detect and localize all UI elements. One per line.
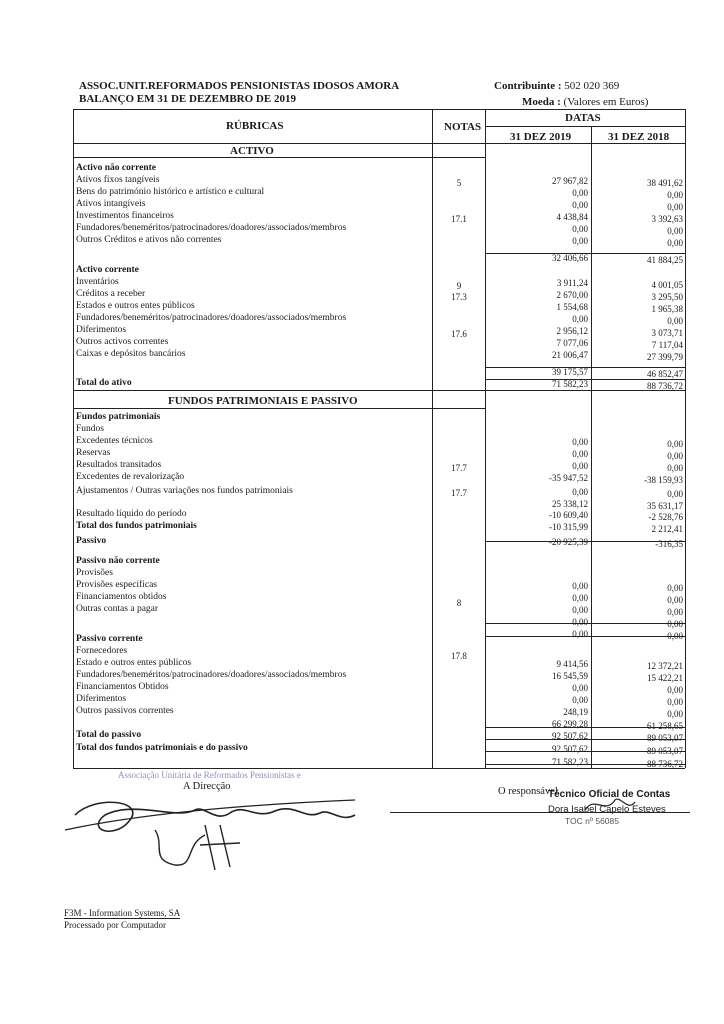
value-2019: 0,00 — [572, 605, 588, 615]
value-2019: 27 967,82 — [552, 176, 588, 186]
value-2018: -2 528,76 — [648, 512, 683, 522]
value-2018: 41 884,25 — [647, 255, 683, 265]
value-2018: 89 053,07 — [647, 733, 683, 743]
toc-signature — [580, 790, 640, 820]
row-label: Total do passivo — [76, 730, 142, 740]
row-label: Ajustamentos / Outras variações nos fundos patrimoniais — [76, 486, 293, 496]
value-2018: 3 295,50 — [651, 292, 683, 302]
row-label: Total dos fundos patrimoniais e do passivo — [76, 743, 248, 753]
datas-header: DATAS — [565, 112, 601, 124]
direccao-label: A Direcção — [183, 781, 231, 792]
row-label: Fundadores/beneméritos/patrocinadores/doadores/associados/membros — [76, 670, 347, 680]
direccao-signature — [55, 775, 365, 875]
value-2018: -38 159,93 — [644, 475, 683, 485]
value-2018: 2 212,41 — [651, 524, 683, 534]
row-label: Outros Créditos e ativos não correntes — [76, 235, 222, 245]
row-label: Resultados transitados — [76, 460, 162, 470]
table-right-border — [685, 109, 686, 768]
value-2018: 61 258,65 — [647, 721, 683, 731]
fundos-divider — [73, 408, 485, 409]
row-label: Ativos intangíveis — [76, 199, 146, 209]
value-2019: 0,00 — [572, 683, 588, 693]
report-title: BALANÇO EM 31 DE DEZEMBRO DE 2019 — [79, 93, 296, 105]
value-2019: 16 545,59 — [552, 671, 588, 681]
value-2018: 0,00 — [667, 583, 683, 593]
row-note: 9 — [456, 281, 462, 291]
value-2018: 0,00 — [667, 190, 683, 200]
datas-divider — [485, 126, 685, 127]
value-2019: 0,00 — [572, 487, 588, 497]
value-2019: 1 554,68 — [556, 302, 588, 312]
value-2018: 89 053,07 — [647, 746, 683, 756]
value-2019: 0,00 — [572, 224, 588, 234]
value-2018: 35 631,17 — [647, 501, 683, 511]
association-stamp: Associação Unitária de Reformados Pensionistas e — [118, 770, 301, 780]
value-2019: -35 947,52 — [549, 473, 588, 483]
value-2018: 15 422,21 — [647, 673, 683, 683]
row-label: Outros passivos correntes — [76, 706, 174, 716]
header-bottom-border — [73, 143, 685, 144]
row-label: Provisões específicas — [76, 580, 157, 590]
value-2019: 0,00 — [572, 188, 588, 198]
value-2019: 0,00 — [572, 617, 588, 627]
row-label: Fundos — [76, 424, 104, 434]
value-2018: 0,00 — [667, 451, 683, 461]
value-2018: 0,00 — [667, 697, 683, 707]
footer-processed: Processado por Computador — [64, 920, 166, 930]
toc-number: TOC nº 56085 — [565, 816, 619, 826]
value-2019: 0,00 — [572, 236, 588, 246]
value-2018: 4 001,05 — [651, 280, 683, 290]
value-2018: 0,00 — [667, 439, 683, 449]
value-2018: 0,00 — [667, 463, 683, 473]
row-label: Investimentos financeiros — [76, 211, 174, 221]
value-2019: 0,00 — [572, 593, 588, 603]
section-activo: ACTIVO — [230, 145, 274, 157]
value-2018: 0,00 — [667, 607, 683, 617]
row-label: Estado e outros entes públicos — [76, 658, 192, 668]
year2-header: 31 DEZ 2018 — [608, 131, 670, 143]
row-note: 17.6 — [451, 329, 467, 339]
value-2018: 1 965,38 — [651, 304, 683, 314]
value-2019: 0,00 — [572, 449, 588, 459]
value-2018: 38 491,62 — [647, 178, 683, 188]
value-2018: 7 117,04 — [651, 340, 683, 350]
value-2018: 88 736,72 — [647, 381, 683, 391]
row-label: Fundadores/beneméritos/patrocinadores/doadores/associados/membros — [76, 313, 347, 323]
value-2018: 12 372,21 — [647, 661, 683, 671]
toc-name: Dora Isabel Capelo Esteves — [548, 804, 666, 815]
row-label: Caixas e depósitos bancários — [76, 349, 186, 359]
row-label: Fundadores/beneméritos/patrocinadores/doadores/associados/membros — [76, 223, 347, 233]
footer-company: F3M - Information Systems, SA — [64, 908, 181, 918]
value-2019: 2 956,12 — [556, 326, 588, 336]
value-2019: 0,00 — [572, 629, 588, 639]
value-2018: 0,00 — [667, 226, 683, 236]
row-label: Resultado líquido do período — [76, 509, 187, 519]
row-label: Diferimentos — [76, 325, 127, 335]
value-2018: 0,00 — [667, 238, 683, 248]
value-2019: 0,00 — [572, 695, 588, 705]
value-2019: 0,00 — [572, 437, 588, 447]
section-fundos-passivo: FUNDOS PATRIMONIAIS E PASSIVO — [168, 395, 358, 407]
value-2019: -20 925,39 — [549, 537, 588, 547]
row-label: Estados e outros entes públicos — [76, 301, 195, 311]
row-label: Reservas — [76, 448, 111, 458]
row-label: Bens do património histórico e artístico e cultural — [76, 187, 265, 197]
row-label: Financiamentos Obtidos — [76, 682, 169, 692]
value-2019: 2 670,00 — [556, 290, 588, 300]
value-2019: 21 006,47 — [552, 350, 588, 360]
value-2019: 248,19 — [563, 707, 588, 717]
value-2019: 92 507,62 — [552, 744, 588, 754]
value-2018: 0,00 — [667, 709, 683, 719]
value-2018: 88 736,72 — [647, 759, 683, 769]
row-label: Excedentes de revalorização — [76, 472, 185, 482]
value-2018: 0,00 — [667, 489, 683, 499]
footer-rule — [64, 918, 180, 919]
row-label: Fornecedores — [76, 646, 128, 656]
value-2018: -316,35 — [655, 539, 683, 549]
value-2018: 46 852,47 — [647, 369, 683, 379]
contribuinte — [494, 80, 619, 92]
row-note: 17.8 — [451, 651, 467, 661]
value-2018: 0,00 — [667, 631, 683, 641]
value-2019: 0,00 — [572, 200, 588, 210]
value-2018: 0,00 — [667, 202, 683, 212]
contribuinte-value: 502 020 369 — [564, 80, 620, 92]
value-2019: 66 299,28 — [552, 719, 588, 729]
toc-title: Técnico Oficial de Contas — [548, 789, 671, 800]
row-note: 17.1 — [451, 214, 467, 224]
moeda-label: Moeda : — [522, 96, 561, 108]
table-top-border — [73, 109, 685, 110]
row-label: Diferimentos — [76, 694, 127, 704]
value-2019: -10 609,40 — [549, 510, 588, 520]
notas-left-border — [432, 109, 433, 768]
row-label: Total dos fundos patrimoniais — [76, 521, 197, 531]
value-2019: 71 582,23 — [552, 757, 588, 767]
row-label: Inventários — [76, 277, 119, 287]
value-2019: 4 438,84 — [556, 212, 588, 222]
row-label: Passivo não corrente — [76, 556, 160, 566]
value-2018: 3 392,63 — [651, 214, 683, 224]
value-2018: 0,00 — [667, 595, 683, 605]
value-2019: 92 507,62 — [552, 731, 588, 741]
notas-header: NOTAS — [444, 121, 482, 133]
row-label: Activo corrente — [76, 265, 139, 275]
row-note: 8 — [456, 598, 462, 608]
value-2018: 0,00 — [667, 316, 683, 326]
row-label: Passivo corrente — [76, 634, 143, 644]
value-2019: 71 582,23 — [552, 379, 588, 389]
row-note: 17.3 — [451, 292, 467, 302]
value-2019: 0,00 — [572, 581, 588, 591]
row-label: Ativos fixos tangíveis — [76, 175, 160, 185]
activo-divider — [73, 157, 485, 158]
value-2018: 0,00 — [667, 619, 683, 629]
row-label: Créditos a receber — [76, 289, 146, 299]
value-2018: 27 399,79 — [647, 352, 683, 362]
value-2019: 0,00 — [572, 461, 588, 471]
row-label: Passivo — [76, 536, 107, 546]
row-label: Activo não corrente — [76, 163, 157, 173]
table-left-border — [73, 109, 74, 768]
responsavel-label: O responsável — [498, 786, 558, 797]
row-label: Total do ativo — [76, 378, 132, 388]
value-2019: 32 406,66 — [552, 253, 588, 263]
value-2019: 39 175,57 — [552, 367, 588, 377]
row-label: Outras contas a pagar — [76, 604, 159, 614]
row-note: 5 — [456, 178, 462, 188]
row-label: Provisões — [76, 568, 113, 578]
row-label: Financiamentos obtidos — [76, 592, 167, 602]
moeda — [522, 96, 648, 108]
row-label: Outros activos correntes — [76, 337, 169, 347]
value-2019: 7 077,06 — [556, 338, 588, 348]
value-2019: -10 315,99 — [549, 522, 588, 532]
row-label: Excedentes técnicos — [76, 436, 153, 446]
value-2019: 25 338,12 — [552, 499, 588, 509]
rubricas-header: RÚBRICAS — [226, 120, 284, 132]
value-2018: 0,00 — [667, 685, 683, 695]
contribuinte-label: Contribuinte : — [494, 80, 562, 92]
row-note: 17.7 — [451, 463, 467, 473]
organization-name: ASSOC.UNIT.REFORMADOS PENSIONISTAS IDOSOS AMORA — [79, 80, 400, 92]
value-2019: 9 414,56 — [556, 659, 588, 669]
value-2019: 3 911,24 — [556, 278, 588, 288]
row-note: 17.7 — [451, 488, 467, 498]
year1-header: 31 DEZ 2019 — [510, 131, 572, 143]
moeda-value: (Valores em Euros) — [563, 96, 649, 108]
row-label: Fundos patrimoniais — [76, 412, 161, 422]
value-2019: 0,00 — [572, 314, 588, 324]
value-2018: 3 073,71 — [651, 328, 683, 338]
